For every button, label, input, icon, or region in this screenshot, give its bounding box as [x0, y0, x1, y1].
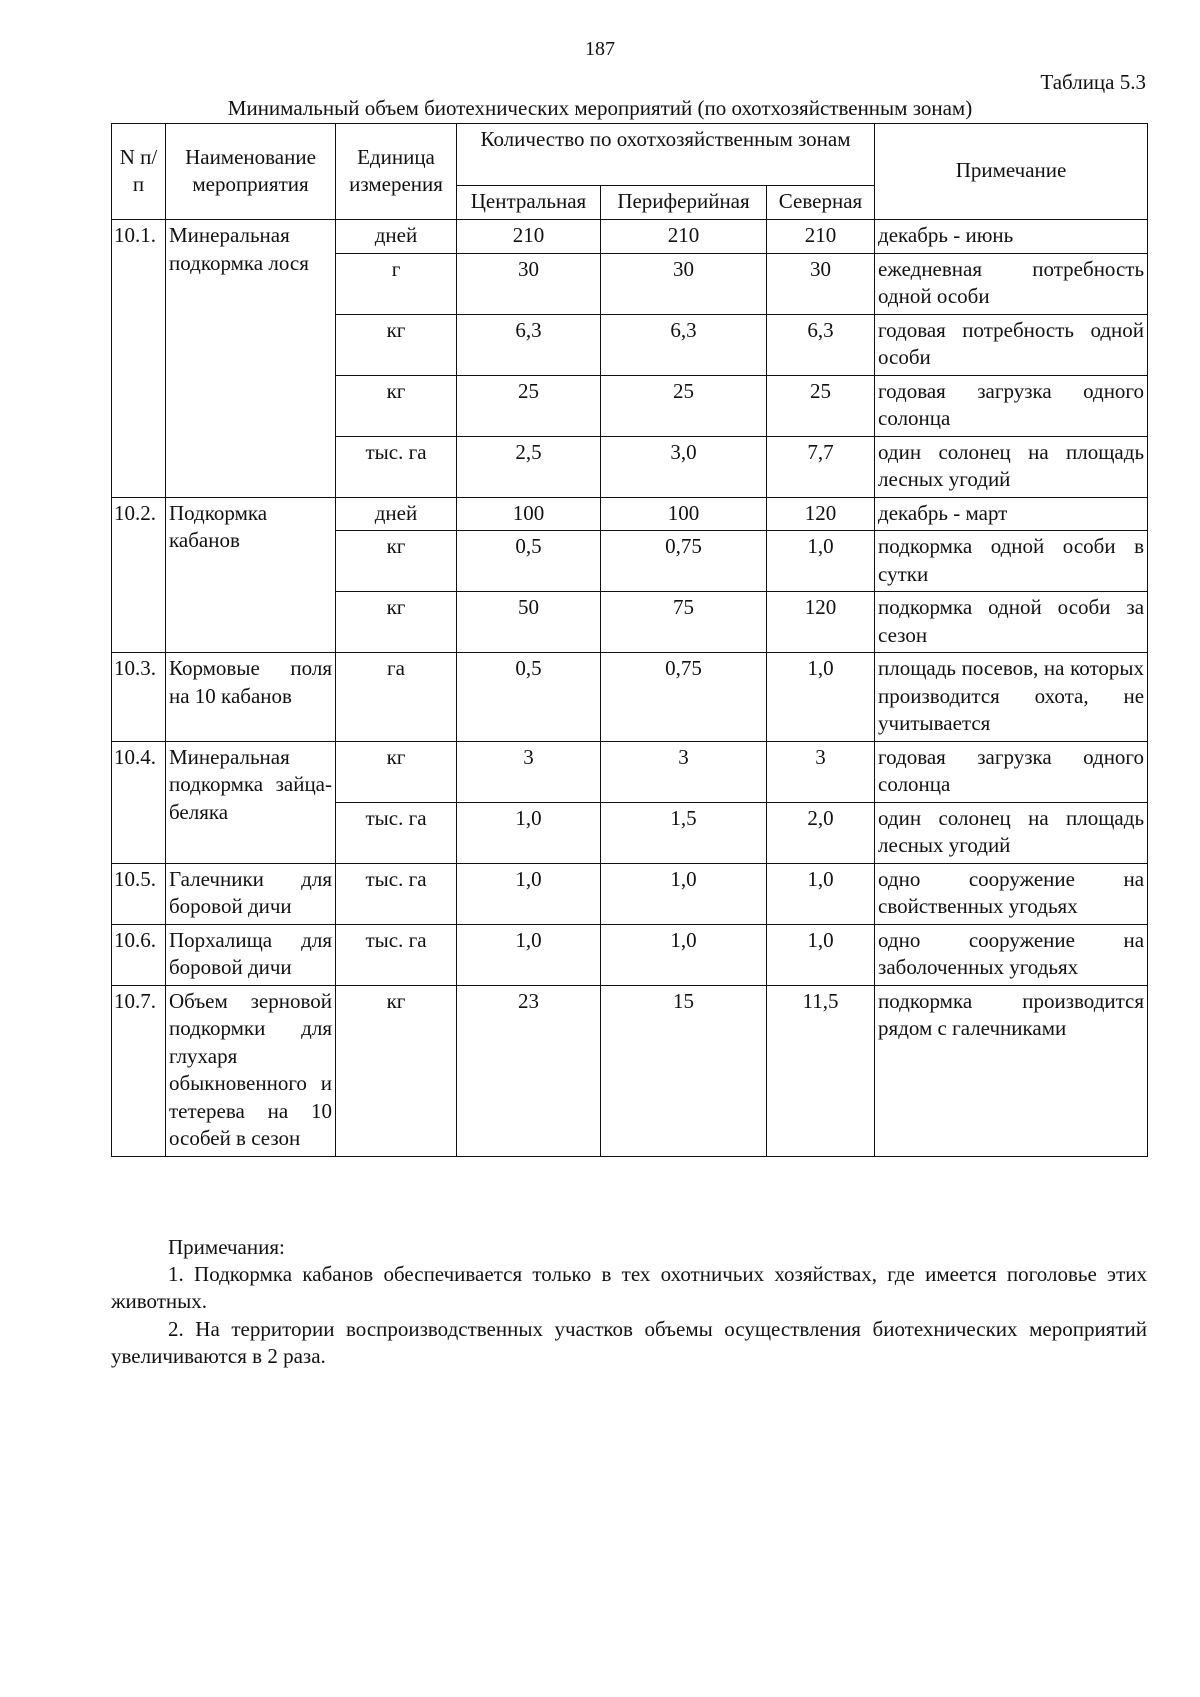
cell-unit: тыс. га [336, 802, 457, 863]
cell-central: 210 [457, 220, 601, 254]
header-name: Наименование мероприятия [166, 124, 336, 220]
cell-unit: га [336, 653, 457, 742]
cell-northern: 11,5 [767, 985, 875, 1156]
cell-note: ежедневная потребность одной особи [875, 253, 1148, 314]
cell-central: 0,5 [457, 653, 601, 742]
note-item: 2. На территории воспроизводственных участков объемы осуществления биотехнических мероприятий увеличиваются в 2 раза. [111, 1317, 1147, 1368]
cell-unit: кг [336, 985, 457, 1156]
cell-note: одно сооружение на свойственных угодьях [875, 863, 1148, 924]
header-quantity: Количество по охотхозяйственным зонам [457, 124, 875, 186]
header-note: Примечание [875, 124, 1148, 220]
cell-unit: тыс. га [336, 863, 457, 924]
cell-northern: 2,0 [767, 802, 875, 863]
header-unit: Единица измерения [336, 124, 457, 220]
cell-peripheral: 1,0 [601, 924, 767, 985]
notes-title: Примечания: [168, 1235, 285, 1259]
cell-northern: 1,0 [767, 531, 875, 592]
cell-central: 1,0 [457, 863, 601, 924]
header-peripheral: Периферийная [601, 186, 767, 220]
cell-unit: кг [336, 314, 457, 375]
header-northern: Северная [767, 186, 875, 220]
cell-note: один солонец на площадь лесных угодий [875, 436, 1148, 497]
table-row [112, 924, 1148, 985]
cell-unit: кг [336, 375, 457, 436]
cell-num: 10.5. [112, 863, 166, 924]
cell-measure-name: Подкормка кабанов [166, 497, 336, 653]
cell-note: подкормка одной особи в сутки [875, 531, 1148, 592]
cell-northern: 1,0 [767, 653, 875, 742]
cell-note: годовая загрузка одного солонца [875, 741, 1148, 802]
cell-unit: г [336, 253, 457, 314]
cell-peripheral: 1,5 [601, 802, 767, 863]
cell-central: 100 [457, 497, 601, 531]
cell-note: годовая потребность одной особи [875, 314, 1148, 375]
cell-peripheral: 6,3 [601, 314, 767, 375]
cell-measure-name: Галечники для боровой дичи [166, 863, 336, 924]
table-row [112, 653, 1148, 742]
biotech-measures-table [111, 123, 1148, 1157]
cell-measure-name: Объем зерновой подкормки для глухаря обыкновенного и тетерева на 10 особей в сезон [166, 985, 336, 1156]
cell-unit: тыс. га [336, 436, 457, 497]
note-item: 1. Подкормка кабанов обеспечивается только в тех охотничьих хозяйствах, где имеется поголовье этих животных. [111, 1262, 1147, 1313]
cell-central: 25 [457, 375, 601, 436]
cell-num: 10.7. [112, 985, 166, 1156]
cell-peripheral: 3 [601, 741, 767, 802]
cell-central: 0,5 [457, 531, 601, 592]
header-num: N п/п [112, 124, 166, 220]
cell-note: одно сооружение на заболоченных угодьях [875, 924, 1148, 985]
table-row [112, 220, 1148, 254]
cell-central: 6,3 [457, 314, 601, 375]
cell-unit: кг [336, 741, 457, 802]
cell-northern: 30 [767, 253, 875, 314]
table-row [112, 497, 1148, 531]
cell-unit: дней [336, 497, 457, 531]
cell-unit: кг [336, 592, 457, 653]
table-row [112, 863, 1148, 924]
cell-num: 10.6. [112, 924, 166, 985]
cell-northern: 1,0 [767, 924, 875, 985]
cell-central: 1,0 [457, 924, 601, 985]
cell-note: декабрь - март [875, 497, 1148, 531]
cell-northern: 6,3 [767, 314, 875, 375]
cell-peripheral: 1,0 [601, 863, 767, 924]
table-row [112, 985, 1148, 1156]
table-body [112, 220, 1148, 1157]
cell-measure-name: Минеральная подкормка зайца-беляка [166, 741, 336, 863]
cell-note: декабрь - июнь [875, 220, 1148, 254]
cell-unit: тыс. га [336, 924, 457, 985]
cell-note: один солонец на площадь лесных угодий [875, 802, 1148, 863]
header-central: Центральная [457, 186, 601, 220]
cell-central: 30 [457, 253, 601, 314]
cell-northern: 7,7 [767, 436, 875, 497]
table-label: Таблица 5.3 [1040, 70, 1146, 94]
cell-num: 10.4. [112, 741, 166, 863]
cell-num: 10.2. [112, 497, 166, 653]
cell-central: 1,0 [457, 802, 601, 863]
cell-central: 3 [457, 741, 601, 802]
cell-central: 2,5 [457, 436, 601, 497]
table-title: Минимальный объем биотехнических мероприятий (по охотхозяйственным зонам) [227, 96, 973, 120]
cell-peripheral: 3,0 [601, 436, 767, 497]
cell-num: 10.1. [112, 220, 166, 498]
cell-peripheral: 75 [601, 592, 767, 653]
cell-peripheral: 100 [601, 497, 767, 531]
cell-note: годовая загрузка одного солонца [875, 375, 1148, 436]
cell-measure-name: Минеральная подкормка лося [166, 220, 336, 498]
cell-northern: 210 [767, 220, 875, 254]
cell-peripheral: 0,75 [601, 531, 767, 592]
cell-measure-name: Порхалища для боровой дичи [166, 924, 336, 985]
cell-unit: кг [336, 531, 457, 592]
cell-peripheral: 210 [601, 220, 767, 254]
notes-section [111, 1234, 1147, 1370]
cell-peripheral: 25 [601, 375, 767, 436]
cell-northern: 120 [767, 497, 875, 531]
cell-note: подкормка производится рядом с галечниками [875, 985, 1148, 1156]
table-row [112, 741, 1148, 802]
page-number: 187 [585, 38, 615, 60]
cell-peripheral: 15 [601, 985, 767, 1156]
cell-note: площадь посевов, на которых производится охота, не учитывается [875, 653, 1148, 742]
cell-unit: дней [336, 220, 457, 254]
cell-central: 50 [457, 592, 601, 653]
cell-measure-name: Кормовые поля на 10 кабанов [166, 653, 336, 742]
cell-northern: 25 [767, 375, 875, 436]
cell-peripheral: 30 [601, 253, 767, 314]
cell-northern: 3 [767, 741, 875, 802]
cell-northern: 1,0 [767, 863, 875, 924]
cell-northern: 120 [767, 592, 875, 653]
cell-peripheral: 0,75 [601, 653, 767, 742]
cell-num: 10.3. [112, 653, 166, 742]
cell-central: 23 [457, 985, 601, 1156]
cell-note: подкормка одной особи за сезон [875, 592, 1148, 653]
